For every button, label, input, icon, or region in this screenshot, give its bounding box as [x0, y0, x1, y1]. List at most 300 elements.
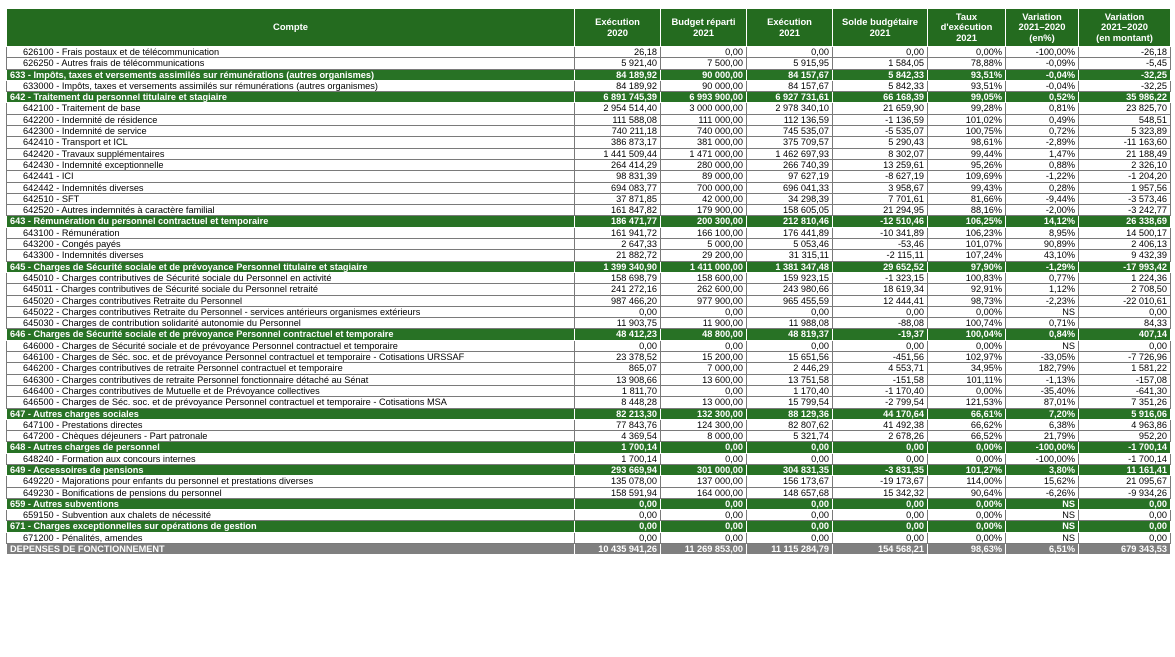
total-row [7, 544, 1171, 555]
cell-execution-2021: 375 709,57 [747, 137, 833, 148]
cell-variation-pct: -9,44% [1006, 193, 1079, 204]
cell-solde-2021: 0,00 [833, 532, 928, 543]
group-row [7, 464, 1171, 475]
cell-solde-2021: -1 136,59 [833, 114, 928, 125]
cell-compte: 645011 - Charges contributives de Sécurité sociale du Personnel retraité [7, 284, 575, 295]
cell-variation-pct: 15,62% [1006, 476, 1079, 487]
cell-taux-2021: 93,51% [928, 80, 1006, 91]
table-row [7, 306, 1171, 317]
cell-variation-pct: -2,00% [1006, 205, 1079, 216]
cell-variation-pct: -1,22% [1006, 171, 1079, 182]
cell-execution-2020: 0,00 [575, 498, 661, 509]
cell-budget-2021: 0,00 [661, 532, 747, 543]
cell-variation-pct: -35,40% [1006, 385, 1079, 396]
table-row [7, 193, 1171, 204]
cell-variation-montant: 7 351,26 [1079, 397, 1171, 408]
cell-budget-2021: 0,00 [661, 340, 747, 351]
cell-taux-2021: 101,07% [928, 239, 1006, 250]
cell-budget-2021: 0,00 [661, 453, 747, 464]
cell-variation-montant: 21 188,49 [1079, 148, 1171, 159]
cell-variation-pct: 1,47% [1006, 148, 1079, 159]
table-row [7, 126, 1171, 137]
cell-budget-2021: 137 000,00 [661, 476, 747, 487]
cell-compte: 659150 - Subvention aux chalets de nécessité [7, 510, 575, 521]
cell-taux-2021: 99,28% [928, 103, 1006, 114]
cell-compte: 646100 - Charges de Séc. soc. et de prévoyance Personnel contractuel et temporaire - Cotisations URSSAF [7, 352, 575, 363]
table-row [7, 159, 1171, 170]
cell-budget-2021: 200 300,00 [661, 216, 747, 227]
cell-variation-pct: -100,00% [1006, 47, 1079, 58]
cell-budget-2021: 5 000,00 [661, 239, 747, 250]
cell-budget-2021: 6 993 900,00 [661, 92, 747, 103]
cell-execution-2021: 5 915,95 [747, 58, 833, 69]
cell-compte: 671 - Charges exceptionnelles sur opérations de gestion [7, 521, 575, 532]
cell-compte: 659 - Autres subventions [7, 498, 575, 509]
cell-taux-2021: 81,66% [928, 193, 1006, 204]
cell-execution-2021: 84 157,67 [747, 80, 833, 91]
cell-budget-2021: 11 269 853,00 [661, 544, 747, 555]
cell-variation-montant: -3 573,46 [1079, 193, 1171, 204]
cell-execution-2021: 13 751,58 [747, 374, 833, 385]
cell-variation-pct: 6,51% [1006, 544, 1079, 555]
cell-taux-2021: 66,62% [928, 419, 1006, 430]
cell-taux-2021: 0,00% [928, 510, 1006, 521]
cell-variation-pct: 87,01% [1006, 397, 1079, 408]
cell-compte: 626250 - Autres frais de télécommunications [7, 58, 575, 69]
cell-variation-montant: -7 726,96 [1079, 352, 1171, 363]
cell-execution-2020: 13 908,66 [575, 374, 661, 385]
group-row [7, 498, 1171, 509]
cell-taux-2021: 93,51% [928, 69, 1006, 80]
cell-compte: 642420 - Travaux supplémentaires [7, 148, 575, 159]
table-row [7, 510, 1171, 521]
table-row [7, 318, 1171, 329]
cell-compte: 643200 - Congés payés [7, 239, 575, 250]
cell-compte: 643 - Rémunération du personnel contractuel et temporaire [7, 216, 575, 227]
cell-execution-2020: 1 441 509,44 [575, 148, 661, 159]
cell-solde-2021: 13 259,61 [833, 159, 928, 170]
cell-compte: 626100 - Frais postaux et de télécommunication [7, 47, 575, 58]
cell-taux-2021: 99,05% [928, 92, 1006, 103]
cell-taux-2021: 0,00% [928, 385, 1006, 396]
cell-taux-2021: 101,27% [928, 464, 1006, 475]
cell-execution-2021: 148 657,68 [747, 487, 833, 498]
cell-variation-montant: 2 406,13 [1079, 239, 1171, 250]
cell-variation-pct: -6,26% [1006, 487, 1079, 498]
cell-solde-2021: 21 294,95 [833, 205, 928, 216]
cell-compte: 647200 - Chèques déjeuners - Part patronale [7, 431, 575, 442]
cell-taux-2021: 0,00% [928, 306, 1006, 317]
header-row [7, 9, 1171, 47]
cell-variation-montant: 5 916,06 [1079, 408, 1171, 419]
cell-variation-montant: 35 986,22 [1079, 92, 1171, 103]
cell-execution-2020: 37 871,85 [575, 193, 661, 204]
cell-taux-2021: 0,00% [928, 47, 1006, 58]
cell-variation-montant: 1 581,22 [1079, 363, 1171, 374]
cell-compte: 642300 - Indemnité de service [7, 126, 575, 137]
group-row [7, 442, 1171, 453]
cell-taux-2021: 106,23% [928, 227, 1006, 238]
cell-execution-2021: 159 923,15 [747, 272, 833, 283]
cell-budget-2021: 158 600,00 [661, 272, 747, 283]
cell-budget-2021: 42 000,00 [661, 193, 747, 204]
cell-solde-2021: 0,00 [833, 442, 928, 453]
cell-compte: 633000 - Impôts, taxes et versements assimilés sur rémunérations (autres organismes) [7, 80, 575, 91]
table-row [7, 148, 1171, 159]
cell-variation-pct: -1,13% [1006, 374, 1079, 385]
cell-budget-2021: 124 300,00 [661, 419, 747, 430]
cell-solde-2021: -19,37 [833, 329, 928, 340]
cell-variation-pct: 0,84% [1006, 329, 1079, 340]
header-solde-budgetaire-2021: Solde budgétaire 2021 [833, 9, 928, 47]
cell-variation-montant: 548,51 [1079, 114, 1171, 125]
cell-budget-2021: 0,00 [661, 47, 747, 58]
cell-solde-2021: -12 510,46 [833, 216, 928, 227]
cell-taux-2021: 100,75% [928, 126, 1006, 137]
cell-budget-2021: 740 000,00 [661, 126, 747, 137]
cell-taux-2021: 0,00% [928, 453, 1006, 464]
table-row [7, 363, 1171, 374]
cell-budget-2021: 381 000,00 [661, 137, 747, 148]
cell-taux-2021: 101,11% [928, 374, 1006, 385]
cell-taux-2021: 100,74% [928, 318, 1006, 329]
cell-compte: 645020 - Charges contributives Retraite du Personnel [7, 295, 575, 306]
header-execution-2020: Exécution 2020 [575, 9, 661, 47]
cell-variation-montant: 2 708,50 [1079, 284, 1171, 295]
cell-variation-montant: -32,25 [1079, 80, 1171, 91]
cell-variation-pct: 1,12% [1006, 284, 1079, 295]
cell-solde-2021: -53,46 [833, 239, 928, 250]
cell-execution-2020: 987 466,20 [575, 295, 661, 306]
cell-budget-2021: 132 300,00 [661, 408, 747, 419]
cell-variation-pct: 90,89% [1006, 239, 1079, 250]
cell-execution-2020: 1 399 340,90 [575, 261, 661, 272]
cell-solde-2021: 1 584,05 [833, 58, 928, 69]
cell-variation-montant: 21 095,67 [1079, 476, 1171, 487]
cell-solde-2021: 3 958,67 [833, 182, 928, 193]
cell-variation-pct: 0,49% [1006, 114, 1079, 125]
cell-compte: 642410 - Transport et ICL [7, 137, 575, 148]
cell-variation-montant: -1 204,20 [1079, 171, 1171, 182]
cell-budget-2021: 111 000,00 [661, 114, 747, 125]
cell-execution-2020: 0,00 [575, 521, 661, 532]
cell-execution-2021: 11 115 284,79 [747, 544, 833, 555]
cell-solde-2021: 29 652,52 [833, 261, 928, 272]
cell-variation-montant: 0,00 [1079, 510, 1171, 521]
cell-variation-pct: -2,89% [1006, 137, 1079, 148]
table-row [7, 58, 1171, 69]
cell-taux-2021: 0,00% [928, 521, 1006, 532]
cell-budget-2021: 90 000,00 [661, 80, 747, 91]
cell-execution-2021: 696 041,33 [747, 182, 833, 193]
cell-variation-montant: 9 432,39 [1079, 250, 1171, 261]
cell-taux-2021: 102,97% [928, 352, 1006, 363]
cell-taux-2021: 98,63% [928, 544, 1006, 555]
cell-taux-2021: 98,73% [928, 295, 1006, 306]
group-row [7, 92, 1171, 103]
cell-execution-2021: 0,00 [747, 510, 833, 521]
cell-budget-2021: 7 500,00 [661, 58, 747, 69]
table-row [7, 352, 1171, 363]
cell-execution-2020: 135 078,00 [575, 476, 661, 487]
cell-budget-2021: 0,00 [661, 385, 747, 396]
cell-solde-2021: -2 799,54 [833, 397, 928, 408]
cell-execution-2021: 1 462 697,93 [747, 148, 833, 159]
cell-taux-2021: 34,95% [928, 363, 1006, 374]
cell-solde-2021: 0,00 [833, 498, 928, 509]
cell-variation-montant: 2 326,10 [1079, 159, 1171, 170]
cell-taux-2021: 88,16% [928, 205, 1006, 216]
cell-compte: 642520 - Autres indemnités à caractère familial [7, 205, 575, 216]
cell-variation-pct: NS [1006, 521, 1079, 532]
cell-variation-pct: NS [1006, 306, 1079, 317]
cell-variation-pct: 182,79% [1006, 363, 1079, 374]
cell-execution-2020: 386 873,17 [575, 137, 661, 148]
table-row [7, 385, 1171, 396]
cell-compte: 647100 - Prestations directes [7, 419, 575, 430]
cell-variation-pct: 43,10% [1006, 250, 1079, 261]
cell-execution-2021: 158 605,05 [747, 205, 833, 216]
cell-execution-2020: 1 700,14 [575, 442, 661, 453]
cell-execution-2021: 1 381 347,48 [747, 261, 833, 272]
cell-taux-2021: 0,00% [928, 532, 1006, 543]
cell-taux-2021: 106,25% [928, 216, 1006, 227]
cell-taux-2021: 92,91% [928, 284, 1006, 295]
cell-solde-2021: 5 842,33 [833, 69, 928, 80]
cell-execution-2020: 740 211,18 [575, 126, 661, 137]
cell-execution-2020: 2 954 514,40 [575, 103, 661, 114]
cell-variation-pct: 6,38% [1006, 419, 1079, 430]
cell-variation-pct: -1,29% [1006, 261, 1079, 272]
cell-compte: 642200 - Indemnité de résidence [7, 114, 575, 125]
group-row [7, 69, 1171, 80]
cell-variation-pct: 7,20% [1006, 408, 1079, 419]
table-row [7, 284, 1171, 295]
cell-taux-2021: 100,04% [928, 329, 1006, 340]
cell-compte: 646 - Charges de Sécurité sociale et de prévoyance Personnel contractuel et temporaire [7, 329, 575, 340]
cell-execution-2021: 745 535,07 [747, 126, 833, 137]
table-body [7, 47, 1171, 555]
cell-execution-2021: 0,00 [747, 498, 833, 509]
cell-execution-2021: 965 455,59 [747, 295, 833, 306]
cell-execution-2021: 176 441,89 [747, 227, 833, 238]
cell-taux-2021: 99,43% [928, 182, 1006, 193]
group-row [7, 216, 1171, 227]
table-row [7, 205, 1171, 216]
cell-compte: 642510 - SFT [7, 193, 575, 204]
header-variation-pct: Variation 2021–2020 (en%) [1006, 9, 1079, 47]
cell-compte: 633 - Impôts, taxes et versements assimilés sur rémunérations (autres organismes) [7, 69, 575, 80]
cell-execution-2020: 694 083,77 [575, 182, 661, 193]
cell-solde-2021: 4 553,71 [833, 363, 928, 374]
cell-variation-montant: 679 343,53 [1079, 544, 1171, 555]
cell-budget-2021: 0,00 [661, 521, 747, 532]
cell-solde-2021: 0,00 [833, 453, 928, 464]
cell-variation-montant: 11 161,41 [1079, 464, 1171, 475]
cell-budget-2021: 15 200,00 [661, 352, 747, 363]
cell-variation-montant: -22 010,61 [1079, 295, 1171, 306]
cell-variation-pct: 0,72% [1006, 126, 1079, 137]
cell-execution-2021: 304 831,35 [747, 464, 833, 475]
cell-compte: 645022 - Charges contributives Retraite du Personnel - services antérieurs organismes extérieurs [7, 306, 575, 317]
cell-variation-pct: NS [1006, 532, 1079, 543]
cell-budget-2021: 0,00 [661, 306, 747, 317]
cell-execution-2020: 84 189,92 [575, 80, 661, 91]
cell-execution-2021: 2 978 340,10 [747, 103, 833, 114]
cell-execution-2021: 15 799,54 [747, 397, 833, 408]
cell-variation-pct: NS [1006, 510, 1079, 521]
cell-taux-2021: 66,61% [928, 408, 1006, 419]
cell-budget-2021: 13 000,00 [661, 397, 747, 408]
cell-execution-2020: 5 921,40 [575, 58, 661, 69]
table-row [7, 340, 1171, 351]
cell-variation-pct: 14,12% [1006, 216, 1079, 227]
cell-solde-2021: 0,00 [833, 306, 928, 317]
group-row [7, 261, 1171, 272]
cell-variation-montant: 1 224,36 [1079, 272, 1171, 283]
cell-variation-montant: 0,00 [1079, 306, 1171, 317]
table-row [7, 453, 1171, 464]
cell-execution-2020: 4 369,54 [575, 431, 661, 442]
cell-variation-montant: -11 163,60 [1079, 137, 1171, 148]
cell-compte: 648240 - Formation aux concours internes [7, 453, 575, 464]
cell-budget-2021: 29 200,00 [661, 250, 747, 261]
group-row [7, 521, 1171, 532]
cell-variation-montant: 26 338,69 [1079, 216, 1171, 227]
cell-execution-2021: 243 980,66 [747, 284, 833, 295]
cell-execution-2020: 111 588,08 [575, 114, 661, 125]
cell-execution-2020: 186 471,77 [575, 216, 661, 227]
cell-execution-2021: 156 173,67 [747, 476, 833, 487]
cell-budget-2021: 301 000,00 [661, 464, 747, 475]
cell-compte: 643100 - Rémunération [7, 227, 575, 238]
cell-compte: 645010 - Charges contributives de Sécurité sociale du Personnel en activité [7, 272, 575, 283]
cell-solde-2021: -1 170,40 [833, 385, 928, 396]
cell-variation-montant: 407,14 [1079, 329, 1171, 340]
cell-compte: 646500 - Charges de Séc. soc. et de prévoyance Personnel contractuel et temporaire - Cotisations MSA [7, 397, 575, 408]
cell-budget-2021: 0,00 [661, 442, 747, 453]
cell-solde-2021: 0,00 [833, 47, 928, 58]
table-row [7, 272, 1171, 283]
cell-budget-2021: 0,00 [661, 510, 747, 521]
cell-variation-montant: -5,45 [1079, 58, 1171, 69]
cell-execution-2020: 10 435 941,26 [575, 544, 661, 555]
cell-solde-2021: 0,00 [833, 510, 928, 521]
cell-execution-2020: 8 448,28 [575, 397, 661, 408]
cell-budget-2021: 977 900,00 [661, 295, 747, 306]
table-row [7, 431, 1171, 442]
cell-execution-2020: 21 882,72 [575, 250, 661, 261]
cell-variation-montant: -9 934,26 [1079, 487, 1171, 498]
cell-compte: 671200 - Pénalités, amendes [7, 532, 575, 543]
table-row [7, 250, 1171, 261]
cell-taux-2021: 101,02% [928, 114, 1006, 125]
cell-execution-2020: 241 272,16 [575, 284, 661, 295]
cell-execution-2020: 11 903,75 [575, 318, 661, 329]
cell-execution-2021: 0,00 [747, 340, 833, 351]
table-row [7, 114, 1171, 125]
cell-budget-2021: 700 000,00 [661, 182, 747, 193]
cell-variation-pct: -0,04% [1006, 69, 1079, 80]
cell-variation-pct: -100,00% [1006, 453, 1079, 464]
cell-execution-2021: 212 810,46 [747, 216, 833, 227]
group-row [7, 408, 1171, 419]
cell-solde-2021: 12 444,41 [833, 295, 928, 306]
cell-execution-2021: 34 298,39 [747, 193, 833, 204]
cell-variation-pct: -33,05% [1006, 352, 1079, 363]
cell-execution-2021: 0,00 [747, 442, 833, 453]
cell-variation-montant: -1 700,14 [1079, 453, 1171, 464]
cell-solde-2021: 154 568,21 [833, 544, 928, 555]
cell-compte: 645 - Charges de Sécurité sociale et de prévoyance Personnel titulaire et stagiaire [7, 261, 575, 272]
cell-execution-2021: 0,00 [747, 453, 833, 464]
cell-budget-2021: 280 000,00 [661, 159, 747, 170]
cell-budget-2021: 179 900,00 [661, 205, 747, 216]
cell-execution-2020: 98 831,39 [575, 171, 661, 182]
cell-variation-montant: -157,08 [1079, 374, 1171, 385]
cell-variation-montant: 84,33 [1079, 318, 1171, 329]
cell-variation-montant: -32,25 [1079, 69, 1171, 80]
cell-variation-montant: 5 323,89 [1079, 126, 1171, 137]
table-row [7, 487, 1171, 498]
cell-variation-pct: NS [1006, 498, 1079, 509]
cell-variation-montant: -17 993,42 [1079, 261, 1171, 272]
cell-variation-pct: 0,52% [1006, 92, 1079, 103]
cell-solde-2021: 2 678,26 [833, 431, 928, 442]
cell-compte: 649220 - Majorations pour enfants du personnel et prestations diverses [7, 476, 575, 487]
cell-solde-2021: 44 170,64 [833, 408, 928, 419]
cell-compte: 649 - Accessoires de pensions [7, 464, 575, 475]
table-row [7, 137, 1171, 148]
cell-execution-2020: 1 700,14 [575, 453, 661, 464]
cell-execution-2021: 31 315,11 [747, 250, 833, 261]
cell-execution-2020: 161 847,82 [575, 205, 661, 216]
cell-execution-2020: 161 941,72 [575, 227, 661, 238]
cell-execution-2020: 82 213,30 [575, 408, 661, 419]
cell-solde-2021: 5 290,43 [833, 137, 928, 148]
cell-solde-2021: -451,56 [833, 352, 928, 363]
cell-execution-2020: 0,00 [575, 510, 661, 521]
cell-solde-2021: -8 627,19 [833, 171, 928, 182]
table-row [7, 80, 1171, 91]
cell-budget-2021: 1 411 000,00 [661, 261, 747, 272]
table-row [7, 532, 1171, 543]
cell-solde-2021: -88,08 [833, 318, 928, 329]
cell-budget-2021: 11 900,00 [661, 318, 747, 329]
cell-compte: 643300 - Indemnités diverses [7, 250, 575, 261]
group-row [7, 329, 1171, 340]
cell-taux-2021: 121,53% [928, 397, 1006, 408]
cell-compte: 642442 - Indemnités diverses [7, 182, 575, 193]
cell-execution-2021: 5 321,74 [747, 431, 833, 442]
table-row [7, 239, 1171, 250]
table-row [7, 171, 1171, 182]
cell-variation-pct: 0,88% [1006, 159, 1079, 170]
cell-solde-2021: -1 323,15 [833, 272, 928, 283]
cell-variation-pct: -0,04% [1006, 80, 1079, 91]
cell-budget-2021: 13 600,00 [661, 374, 747, 385]
table-row [7, 47, 1171, 58]
cell-solde-2021: 21 659,90 [833, 103, 928, 114]
cell-execution-2020: 6 891 745,39 [575, 92, 661, 103]
cell-budget-2021: 1 471 000,00 [661, 148, 747, 159]
cell-execution-2020: 48 412,23 [575, 329, 661, 340]
cell-variation-pct: 8,95% [1006, 227, 1079, 238]
cell-execution-2020: 264 414,29 [575, 159, 661, 170]
table-row [7, 182, 1171, 193]
cell-solde-2021: -151,58 [833, 374, 928, 385]
cell-solde-2021: 7 701,61 [833, 193, 928, 204]
